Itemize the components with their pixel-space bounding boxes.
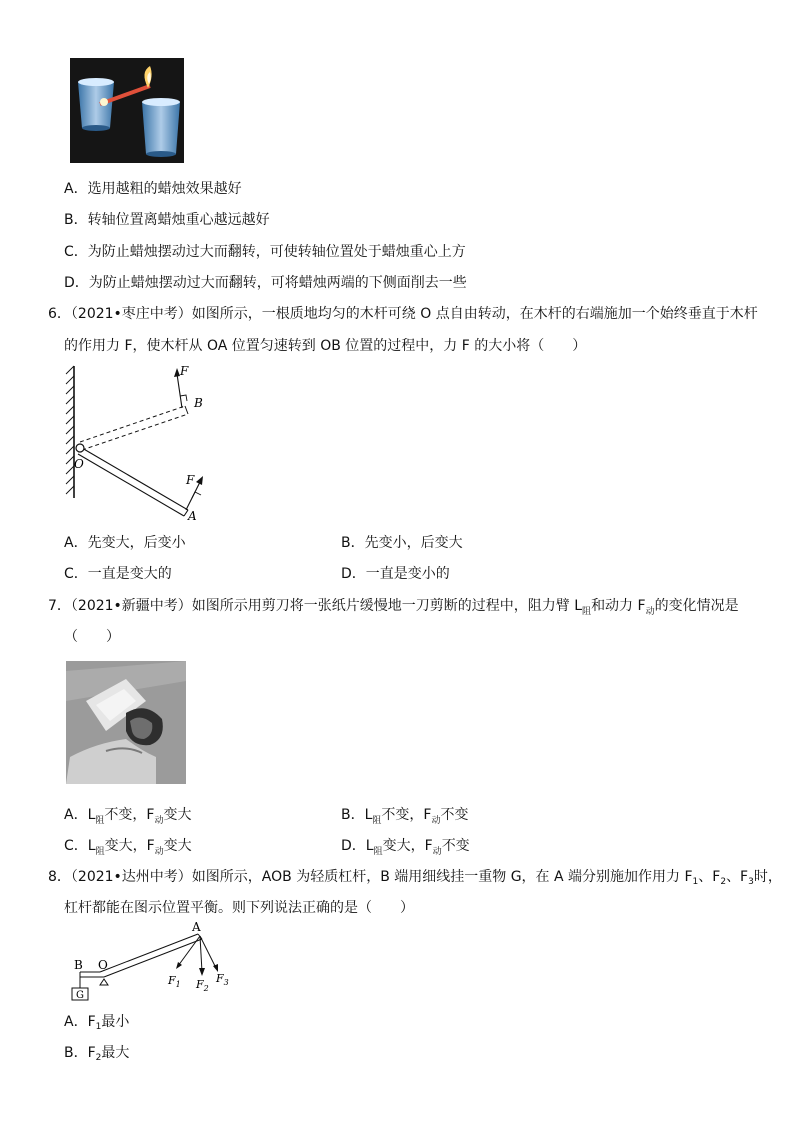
q7-option-a: A．$L_阻$不变，$F_动$变大 bbox=[64, 807, 192, 826]
q8-stem-line2: 杠杆都能在图示位置平衡。则下列说法正确的是（ ） bbox=[64, 900, 414, 916]
q7-stem-line2: （ ） bbox=[64, 629, 120, 645]
q6-option-d: D．一直是变小的 bbox=[341, 566, 450, 582]
aob-label-o: O bbox=[98, 958, 108, 972]
lever-label-o: O bbox=[74, 457, 84, 471]
scissors-cutting-photo bbox=[66, 661, 186, 784]
aob-label-b: B bbox=[74, 958, 83, 972]
aob-label-a: A bbox=[192, 922, 201, 934]
q5-option-d: D．为防止蜡烛摆动过大而翻转，可将蜡烛两端的下侧面削去一些 bbox=[64, 275, 467, 291]
aob-lever-diagram bbox=[64, 922, 244, 1006]
q7-option-c: C．$L_阻$变大，$F_动$变大 bbox=[64, 838, 192, 857]
lever-label-a: A bbox=[188, 509, 197, 523]
q8-stem-line1: 8．（2021•达州中考）如图所示，AOB 为轻质杠杆，B 端用细线挂一重物 G，在 A 端分别施加作用力 $F_1$、$F_2$、$F_3$时， bbox=[48, 869, 782, 887]
q7-option-b: B．$L_阻$不变，$F_动$不变 bbox=[341, 807, 469, 826]
lever-label-b: B bbox=[194, 396, 203, 410]
q6-option-b: B．先变小，后变大 bbox=[341, 535, 463, 551]
q6-option-a: A．先变大，后变小 bbox=[64, 535, 186, 551]
q6-option-c: C．一直是变大的 bbox=[64, 566, 172, 582]
candle-seesaw-photo bbox=[70, 58, 184, 163]
lever-label-f-top: F bbox=[180, 364, 189, 378]
q5-option-b: B．转轴位置离蜡烛重心越远越好 bbox=[64, 212, 270, 228]
lever-rotation-diagram bbox=[64, 360, 214, 525]
q5-option-c: C．为防止蜡烛摆动过大而翻转，可使转轴位置处于蜡烛重心上方 bbox=[64, 244, 466, 260]
lever-label-f-bottom: F bbox=[186, 473, 195, 487]
aob-label-g: G bbox=[76, 990, 84, 1001]
aob-label-f3: $F_3$ bbox=[216, 972, 229, 987]
q7-option-d: D．$L_阻$变大，$F_动$不变 bbox=[341, 838, 470, 857]
aob-label-f1: $F_1$ bbox=[168, 974, 181, 989]
q6-stem-line2: 的作用力 F，使木杆从 OA 位置匀速转到 OB 位置的过程中，力 F 的大小将（ ） bbox=[64, 338, 587, 354]
q6-stem-line1: 6．（2021•枣庄中考）如图所示，一根质地均匀的木杆可绕 O 点自由转动，在木杆的右端施加一个始终垂直于木杆 bbox=[48, 306, 758, 322]
q5-option-a: A．选用越粗的蜡烛效果越好 bbox=[64, 181, 242, 197]
q8-option-b: B．$F_2$最大 bbox=[64, 1045, 130, 1063]
q7-stem-line1: 7．（2021•新疆中考）如图所示用剪刀将一张纸片缓慢地一刀剪断的过程中，阻力臂 $L_阻$和动力 $F_动$的变化情况是 bbox=[48, 598, 739, 617]
aob-label-f2: $F_2$ bbox=[196, 978, 209, 993]
q8-option-a: A．$F_1$最小 bbox=[64, 1014, 130, 1032]
